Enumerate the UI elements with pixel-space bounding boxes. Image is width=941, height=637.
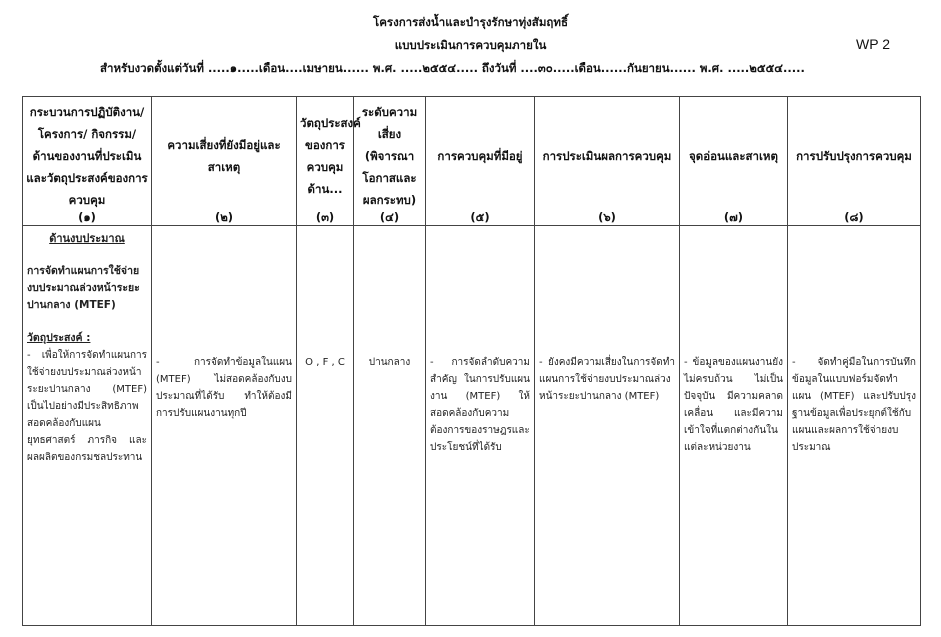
col-header-control-objective: วัตถุประสงค์ของการควบคุม ด้าน... (๓) (297, 97, 354, 226)
project-title: โครงการส่งน้ำและบำรุงรักษาทุ่งสัมฤทธิ์ (373, 15, 568, 29)
col-header-existing-control: การควบคุมที่มีอยู่ (๕) (426, 97, 535, 226)
objective-label: วัตถุประสงค์ : (27, 332, 91, 344)
objective-text: - เพื่อให้การจัดทำแผนการใช้จ่ายงบประมาณล่วงหน้าระยะปานกลาง (MTEF) เป็นไปอย่างมีประสิทธิภาพ สอดคล้องกับแผนยุทธศาสตร์ ภารกิจ และผลผลิตของกรมชลประทาน (27, 350, 147, 463)
cell-existing-control: - การจัดลำดับความสำคัญ ในการปรับแผนงาน (MTEF) ให้สอดคล้องกับความต้องการของราษฎรและประโยชน์ที่ได้รับ (426, 226, 535, 626)
cell-process (23, 226, 152, 626)
cell-risk-level: ปานกลาง (354, 226, 426, 626)
table-header-row (23, 97, 921, 226)
col-header-improvement: การปรับปรุงการควบคุม (๘) (788, 97, 921, 226)
activity-title: การจัดทำแผนการใช้จ่ายงบประมาณล่วงหน้าระยะปานกลาง (MTEF) (27, 265, 140, 311)
cell-weakness: - ข้อมูลของแผนงานยังไม่ครบถ้วน ไม่เป็นปัจจุบัน มีความคลาดเคลื่อน และมีความเข้าใจที่แตกต่างกันในแต่ละหน่วยงาน (680, 226, 788, 626)
cell-improvement: - จัดทำคู่มือในการบันทึกข้อมูลในแบบฟอร์มจัดทำแผน (MTEF) และปรับปรุงฐานข้อมูลเพื่อประยุกต์ใช้กับแผนและผลการใช้จ่ายงบประมาณ (788, 226, 921, 626)
col-header-process: กระบวนการปฏิบัติงาน/ โครงการ/ กิจกรรม/ ด้านของงานที่ประเมิน และวัตถุประสงค์ของการควบคุม (๑) (23, 97, 152, 226)
form-title: แบบประเมินการควบคุมภายใน (394, 38, 547, 52)
col-header-risk: ความเสี่ยงที่ยังมีอยู่และสาเหตุ (๒) (152, 97, 297, 226)
cell-control-objective: O , F , C (297, 226, 354, 626)
col-header-evaluation: การประเมินผลการควบคุม (๖) (535, 97, 680, 226)
form-code: WP 2 (856, 36, 890, 52)
assessment-table (22, 96, 921, 626)
col-header-weakness: จุดอ่อนและสาเหตุ (๗) (680, 97, 788, 226)
col-header-risk-level: ระดับความเสี่ยง (พิจารณาโอกาสและผลกระทบ) (๔) (354, 97, 426, 226)
section-title: ด้านงบประมาณ (49, 232, 125, 245)
table-row (23, 226, 921, 626)
cell-risk: - การจัดทำข้อมูลในแผน (MTEF) ไม่สอดคล้องกับงบประมาณที่ได้รับ ทำให้ต้องมีการปรับแผนงานทุกปี (152, 226, 297, 626)
period-line: สำหรับงวดตั้งแต่วันที่ .....๑.....เดือน....เมษายน...... พ.ศ. .....๒๕๕๔..... ถึงวันที่ ....๓๐.....เดือน......กันยายน...... พ.ศ. .....๒๕๕๔..... (100, 61, 805, 75)
cell-evaluation: - ยังคงมีความเสี่ยงในการจัดทำแผนการใช้จ่ายงบประมาณล่วงหน้าระยะปานกลาง (MTEF) (535, 226, 680, 626)
